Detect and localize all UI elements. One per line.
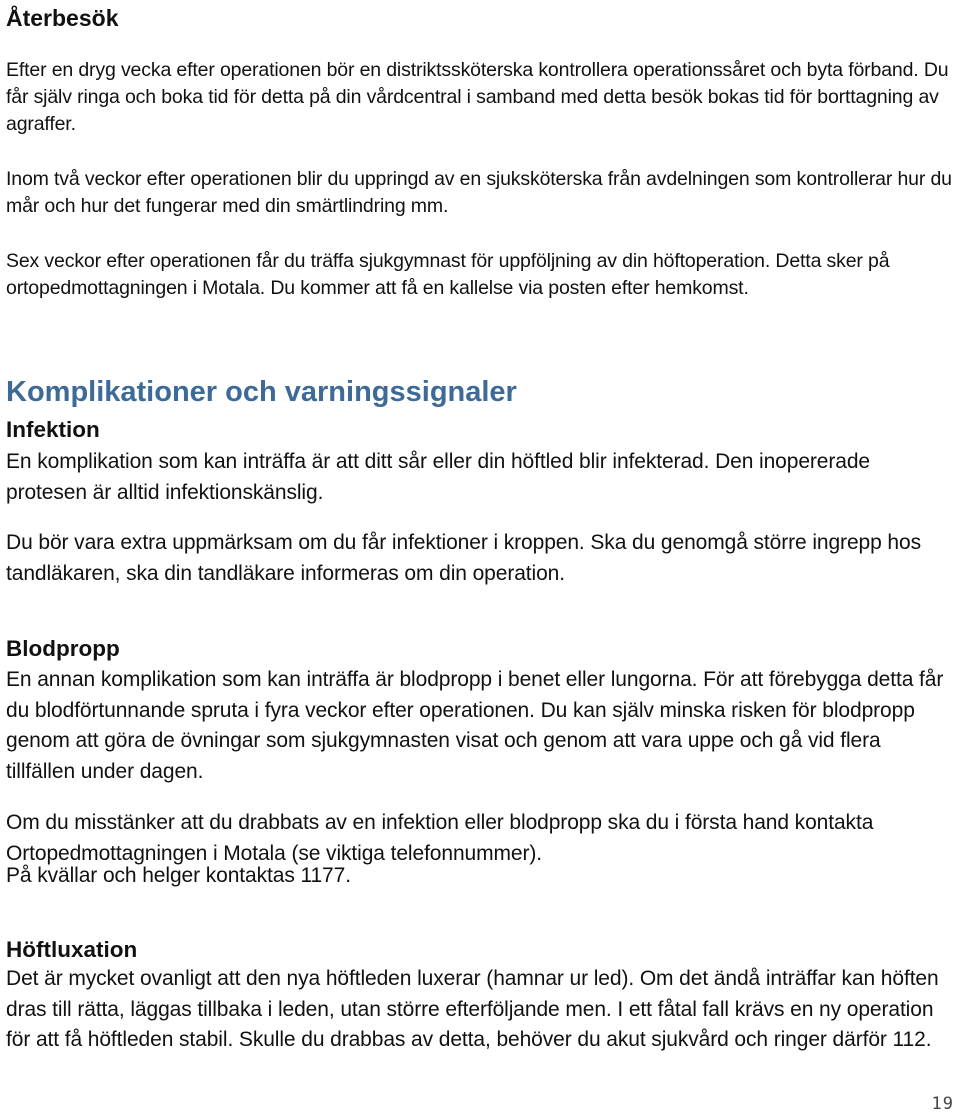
paragraph-aterbesok-3: Sex veckor efter operationen får du träffa sjukgymnast för uppföljning av din höftoperation. Detta sker på ortopedmottagningen i Motala. Du kommer att få en kallelse via posten efter hemkomst. [6,250,890,299]
paragraph-blodpropp-1: En annan komplikation som kan inträffa är blodpropp i benet eller lungorna. För att förebygga detta får du blodförtunnande spruta i fyra veckor efter operationen. Du kan själv minska risken för blodpropp genom att göra de övningar som sjukgymnasten visat och genom att vara uppe och gå vid flera tillfällen under dagen. [6,668,944,783]
paragraph-infektion-2: Du bör vara extra uppmärksam om du får infektioner i kroppen. Ska du genomgå större ingrepp hos tandläkaren, ska din tandläkare informeras om din operation. [6,531,921,585]
heading-komplikationer: Komplikationer och varningssignaler [6,376,517,408]
heading-hoftluxation: Höftluxation [6,937,138,962]
paragraph-aterbesok-2: Inom två veckor efter operationen blir du uppringd av en sjuksköterska från avdelningen som kontrollerar hur du mår och hur det fungerar med din smärtlindring mm. [6,168,952,217]
page-number: 19 [931,1094,954,1114]
heading-blodpropp: Blodpropp [6,636,120,661]
section-title-aterbesok: Återbesök [6,5,119,31]
heading-infektion: Infektion [6,417,100,442]
paragraph-aterbesok-1: Efter en dryg vecka efter operationen bör en distriktssköterska kontrollera operationssåret och byta förband. Du får själv ringa och boka tid för detta på din vårdcentral i samband med detta besök bokas tid för borttagning av agraffer. [6,59,949,135]
paragraph-blodpropp-2: Om du misstänker att du drabbats av en infektion eller blodpropp ska du i första hand kontakta Ortopedmottagningen i Motala (se viktiga telefonnummer). [6,811,874,865]
paragraph-hoftluxation-1: Det är mycket ovanligt att den nya höftleden luxerar (hamnar ur led). Om det ändå inträffar kan höften dras till rätta, läggas tillbaka i leden, utan större efterföljande men. I ett fåtal fall krävs en ny operation för att få höftleden stabil. Skulle du drabbas av detta, behöver du akut sjukvård och ringer därför 112. [6,967,939,1051]
paragraph-infektion-1: En komplikation som kan inträffa är att ditt sår eller din höftled blir infekterad. Den inopererade protesen är alltid infektionskänslig. [6,450,871,504]
paragraph-blodpropp-3: På kvällar och helger kontaktas 1177. [6,864,351,887]
